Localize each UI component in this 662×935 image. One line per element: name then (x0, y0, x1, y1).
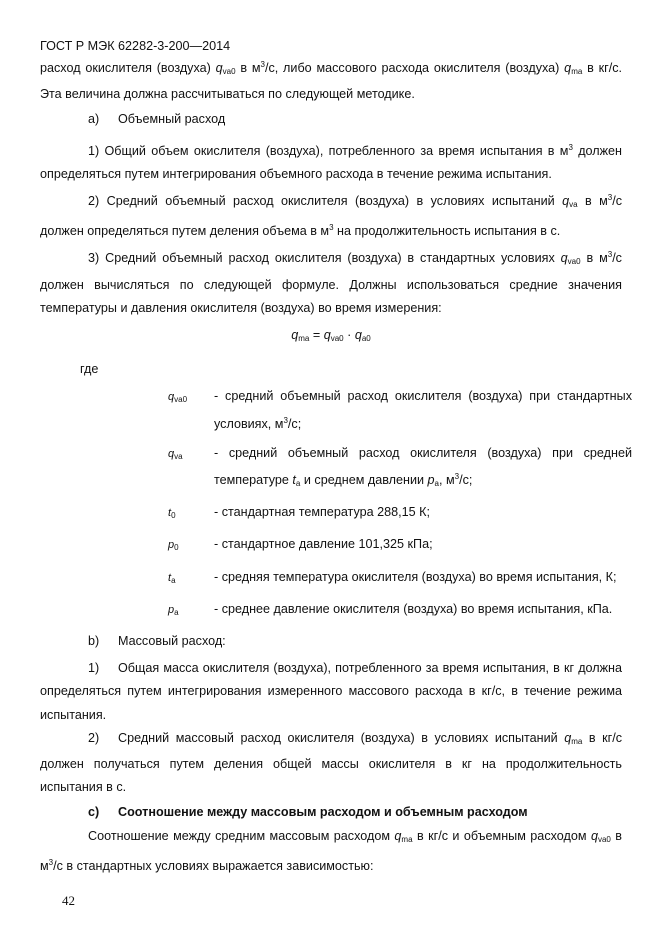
formula: $q_{ma} = q_{va0} \cdot q_{a0}$ (291, 328, 371, 344)
definition-text: - средний объемный расход окислителя (воздуха) при стандартных условиях, $м^3/с$; (214, 389, 632, 431)
paragraph-intro: расход окислителя (воздуха) $q_{va0}$ в $м^3/с$, либо массового расхода окислителя (воздуха) $q_{ma}$ в кг/с. Эта величина должна рассчитываться по следующей методике. (40, 60, 622, 102)
list-marker: а) (88, 112, 100, 127)
list-marker: b) (88, 634, 100, 649)
definition-symbol: $q_{va}$ (168, 447, 183, 461)
list-item-b (40, 630, 622, 653)
standard-header: ГОСТ Р МЭК 62282-3-200—2014 (40, 39, 231, 53)
paragraph-c: Соотношение между средним массовым расходом $q_{ma}$ в кг/с и объемным расходом $q_{va0}$ в $м^3/с$ в стандартных условиях выражается зависимостью: (40, 828, 622, 873)
where-label: где (80, 362, 99, 377)
body-text (40, 53, 632, 878)
list-item-c (40, 801, 622, 824)
definition-item (168, 501, 632, 527)
definition-symbol: $p_0$ (168, 539, 179, 553)
list-item-text: Объемный расход (118, 112, 226, 127)
list-marker: с) (88, 805, 100, 820)
page-number: 42 (62, 893, 75, 908)
definitions-list (168, 385, 632, 624)
paragraph-a3: 3) Средний объемный расход окислителя (воздуха) в стандартных условиях $q_{va0}$ в $м^3/с$ должен вычисляться по следующей формуле. Должны использоваться средние значения температуры и давления окислителя (воздуха) во время измерения: (40, 250, 622, 315)
paragraph-b1: 1) Общая масса окислителя (воздуха), потребленного за время испытания, в кг должна определяться путем интегрирования измеренного массового расхода в кг/с, в течение режима испытания. (40, 661, 622, 722)
definition-symbol: $q_{va0}$ (168, 391, 188, 405)
list-item-text: Массовый расход: (118, 634, 226, 649)
definition-text: - средняя температура окислителя (воздуха) во время испытания, К; (214, 569, 617, 584)
paragraph-a1: 1) Общий объем окислителя (воздуха), потребленного за время испытания в $м^3$ должен определяться путем интегрирования объемного расхода в течение режима испытания. (40, 142, 623, 181)
definition-symbol: $t_a$ (168, 571, 176, 585)
definition-symbol: $p_a$ (168, 603, 179, 617)
definition-item (168, 566, 632, 592)
definition-item (168, 598, 632, 624)
definition-item (168, 442, 632, 495)
paragraph-a2: 2) Средний объемный расход окислителя (воздуха) в условиях испытаний $q_{va}$ в $м^3/с$ должен определяться путем деления объема в $м^3$ на продолжительность испытания в с. (40, 193, 622, 239)
definition-text: - средний объемный расход окислителя (воздуха) при средней температуре $t_a$ и среднем давлении $p_a$, $м^3/с$; (214, 445, 632, 489)
definition-text: - среднее давление окислителя (воздуха) во время испытания, кПа. (214, 601, 613, 616)
definition-item (168, 385, 632, 435)
list-item-text: Соотношение между массовым расходом и объемным расходом (118, 805, 528, 820)
definition-text: - стандартное давление 101,325 кПа; (214, 537, 433, 552)
paragraph-b2: 2) Средний массовый расход окислителя (воздуха) в условиях испытаний $q_{ma}$ в кг/с должен получаться путем деления общей массы окислителя в кг на продолжительность испытания в с. (40, 730, 622, 795)
definition-item (168, 533, 632, 559)
definition-symbol: $t_0$ (168, 507, 176, 521)
list-item-a (40, 108, 622, 131)
definition-text: - стандартная температура 288,15 К; (214, 505, 430, 520)
